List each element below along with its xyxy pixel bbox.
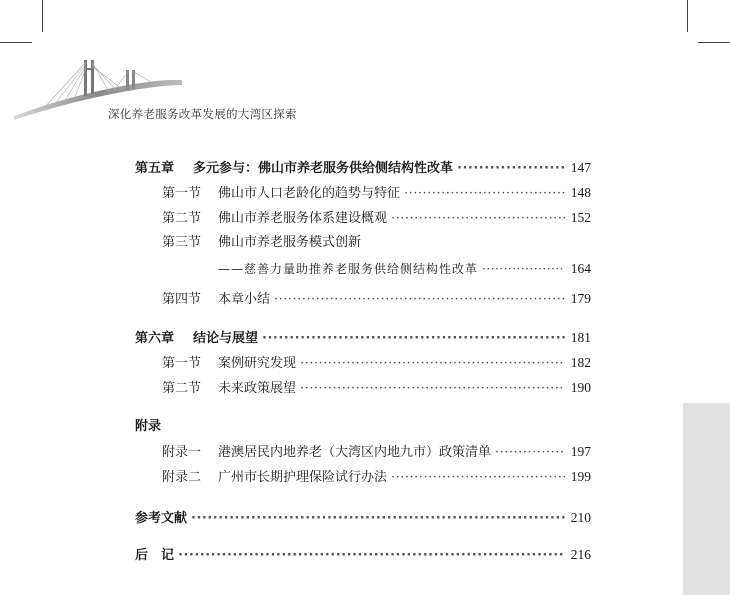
dot-leader — [178, 546, 565, 566]
entry-label: 参考文献 — [135, 511, 188, 526]
dot-leader — [457, 159, 565, 179]
entry-title: 多元参与：佛山市养老服务供给侧结构性改革 — [193, 161, 454, 176]
entry-label: 第四节 — [162, 292, 202, 307]
entry-page: 216 — [570, 547, 591, 562]
entry-page: 210 — [570, 510, 591, 525]
entry-label: 附录 — [135, 419, 162, 434]
entry-page: 199 — [570, 469, 591, 484]
entry-label: 后 记 — [135, 548, 175, 563]
dot-leader — [262, 329, 565, 349]
entry-title: 未来政策展望 — [218, 381, 297, 396]
entry-label: 第三节 — [162, 235, 202, 250]
entry-title: 佛山市人口老龄化的趋势与特征 — [218, 186, 401, 201]
entry-page: 148 — [570, 185, 591, 200]
toc-entry-references[interactable] — [135, 508, 591, 528]
toc-entry-postscript[interactable] — [135, 545, 591, 565]
dot-leader — [391, 209, 565, 229]
dot-leader — [391, 468, 565, 488]
entry-title: 港澳居民内地养老（大湾区内地九市）政策清单 — [218, 445, 492, 460]
toc-entry-section[interactable] — [162, 353, 591, 373]
dot-leader — [274, 290, 565, 310]
toc-entry-section[interactable] — [162, 289, 591, 309]
entry-label: 第一节 — [162, 356, 202, 371]
entry-title: 广州市长期护理保险试行办法 — [218, 470, 388, 485]
entry-page: 181 — [570, 330, 591, 345]
toc-entry-appendix[interactable] — [162, 467, 591, 487]
dot-leader — [300, 379, 565, 399]
entry-label: 附录一 — [162, 445, 202, 460]
entry-page: 152 — [570, 210, 591, 225]
entry-page: 164 — [570, 261, 591, 276]
dot-leader — [404, 184, 565, 204]
toc-entry-section[interactable] — [162, 183, 591, 203]
toc-entry-subtitle[interactable] — [218, 259, 591, 279]
dot-leader — [482, 259, 565, 279]
entry-page: 179 — [570, 291, 591, 306]
toc-entry-chapter[interactable] — [135, 158, 591, 178]
toc-heading-appendix[interactable] — [135, 417, 591, 437]
running-header-title: 深化养老服务改革发展的大湾区探索 — [108, 107, 297, 121]
dot-leader — [495, 443, 565, 463]
entry-label: 第二节 — [162, 381, 202, 396]
entry-page: 190 — [570, 380, 591, 395]
entry-label: 第六章 — [135, 331, 175, 346]
toc-entry-section[interactable] — [162, 378, 591, 398]
entry-title: ——慈善力量助推养老服务供给侧结构性改革 — [218, 262, 479, 276]
dot-leader — [300, 354, 565, 374]
toc-entry-appendix[interactable] — [162, 442, 591, 462]
toc-entry-section[interactable] — [162, 208, 591, 228]
entry-page: 182 — [570, 355, 591, 370]
dot-leader — [191, 509, 565, 529]
entry-label: 第二节 — [162, 211, 202, 226]
toc-entry-section[interactable] — [162, 233, 591, 253]
entry-label: 第一节 — [162, 186, 202, 201]
entry-page: 197 — [570, 444, 591, 459]
entry-title: 本章小结 — [218, 292, 271, 307]
entry-title: 结论与展望 — [193, 331, 259, 346]
toc-entry-chapter[interactable] — [135, 328, 591, 348]
entry-page: 147 — [570, 160, 591, 175]
entry-title: 案例研究发现 — [218, 356, 297, 371]
entry-label: 第五章 — [135, 161, 175, 176]
entry-title: 佛山市养老服务模式创新 — [218, 235, 362, 250]
entry-title: 佛山市养老服务体系建设概观 — [218, 211, 388, 226]
entry-label: 附录二 — [162, 470, 202, 485]
